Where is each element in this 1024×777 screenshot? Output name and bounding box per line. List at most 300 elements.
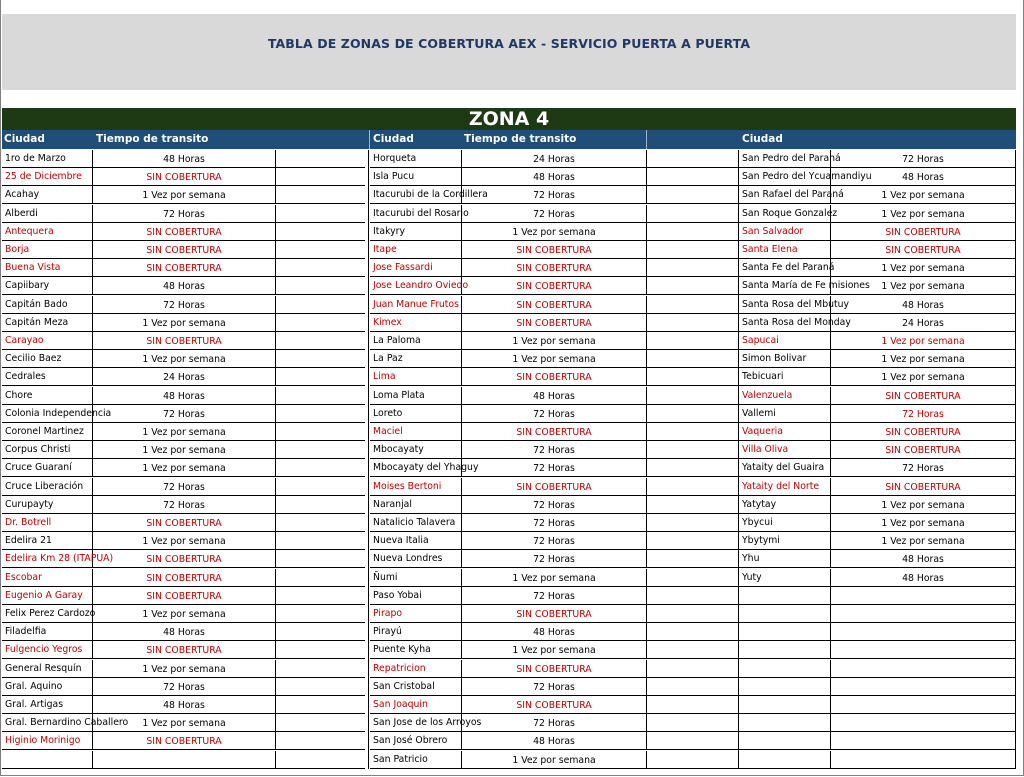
transit-time-cell[interactable]: SIN COBERTURA xyxy=(516,700,592,711)
empty-cell[interactable] xyxy=(646,277,738,295)
transit-time-cell[interactable]: 1 Vez por semana xyxy=(512,336,596,347)
empty-cell[interactable] xyxy=(646,441,738,459)
city-cell[interactable]: Villa Oliva xyxy=(739,441,831,459)
table-row xyxy=(370,641,738,659)
city-cell[interactable]: Santa Rosa del Monday xyxy=(739,314,831,332)
empty-cell[interactable] xyxy=(275,605,365,623)
transit-time-cell[interactable]: 72 Horas xyxy=(533,208,575,220)
transit-time-cell[interactable]: SIN COBERTURA xyxy=(516,609,592,620)
city-cell[interactable]: Mbocayaty xyxy=(370,441,462,459)
city-cell[interactable]: 25 de Diciembre xyxy=(2,168,93,186)
city-cell[interactable]: La Paloma xyxy=(370,332,462,350)
table-row xyxy=(739,423,1015,441)
city-cell[interactable]: Moises Bertoni xyxy=(370,478,462,496)
transit-time-cell[interactable]: 72 Horas xyxy=(533,408,575,420)
empty-cell[interactable] xyxy=(275,459,365,477)
city-cell[interactable]: Mbocayaty del Yhaguy xyxy=(370,459,462,477)
city-cell[interactable]: Edelira 21 xyxy=(2,532,93,550)
city-cell[interactable]: Edelira Km 28 (ITAPUA) xyxy=(2,550,93,568)
city-cell[interactable]: Loreto xyxy=(370,405,462,423)
empty-cell[interactable] xyxy=(275,296,365,314)
city-cell[interactable] xyxy=(739,696,831,714)
city-cell[interactable]: Lima xyxy=(370,368,462,386)
transit-time-cell[interactable]: SIN COBERTURA xyxy=(146,226,222,238)
transit-time-cell[interactable]: 72 Horas xyxy=(533,681,575,693)
empty-cell[interactable] xyxy=(646,205,738,223)
transit-time-cell[interactable]: SIN COBERTURA xyxy=(885,226,961,238)
city-cell[interactable]: Gral. Aquino xyxy=(2,678,93,696)
city-cell[interactable]: Yhu xyxy=(739,550,831,568)
city-cell[interactable]: Eugenio A Garay xyxy=(2,587,93,605)
city-cell[interactable]: Loma Plata xyxy=(370,387,462,405)
city-cell[interactable]: Santa Rosa del Mbutuy xyxy=(739,296,831,314)
empty-cell[interactable] xyxy=(646,368,738,386)
empty-cell[interactable] xyxy=(275,314,365,332)
city-cell[interactable] xyxy=(739,605,831,623)
empty-cell[interactable] xyxy=(646,350,738,368)
empty-cell[interactable] xyxy=(275,350,365,368)
city-cell[interactable]: Simon Bolivar xyxy=(739,350,831,368)
table-row xyxy=(739,168,1015,186)
table-row xyxy=(2,296,365,314)
transit-time-cell[interactable]: SIN COBERTURA xyxy=(146,172,222,184)
table-row xyxy=(2,751,365,769)
city-cell[interactable]: Dr. Botrell xyxy=(2,514,93,532)
table-row xyxy=(739,714,1015,732)
transit-time-cell[interactable] xyxy=(93,751,275,769)
empty-cell[interactable] xyxy=(646,186,738,204)
city-cell[interactable]: Cruce Liberación xyxy=(2,478,93,496)
table-row xyxy=(2,332,365,350)
city-cell[interactable]: Santa María de Fe misiones xyxy=(739,277,831,295)
city-cell[interactable]: San Jose de los Arroyos xyxy=(370,714,462,732)
city-cell[interactable]: San Patricio xyxy=(370,751,462,769)
city-cell[interactable]: Escobar xyxy=(2,569,93,587)
city-cell[interactable]: San Cristobal xyxy=(370,678,462,696)
city-cell[interactable]: Ybytymi xyxy=(739,532,831,550)
empty-cell[interactable] xyxy=(275,387,365,405)
transit-time-cell[interactable]: SIN COBERTURA xyxy=(146,518,222,529)
transit-time-cell[interactable] xyxy=(831,605,1015,623)
transit-time-cell[interactable]: SIN COBERTURA xyxy=(146,263,222,275)
city-cell[interactable]: Capitán Bado xyxy=(2,296,93,314)
empty-cell[interactable] xyxy=(646,732,738,750)
empty-cell[interactable] xyxy=(275,186,365,204)
empty-cell[interactable] xyxy=(646,223,738,241)
transit-time-cell[interactable]: 72 Horas xyxy=(163,299,205,311)
transit-time-cell[interactable]: 72 Horas xyxy=(533,499,575,511)
city-cell[interactable]: Pirapo xyxy=(370,605,462,623)
city-cell[interactable]: 1ro de Marzo xyxy=(2,150,93,168)
city-cell[interactable]: Jose Leandro Oviedo xyxy=(370,277,462,295)
transit-time-cell[interactable]: SIN COBERTURA xyxy=(516,263,592,275)
transit-time-cell[interactable]: 1 Vez por semana xyxy=(142,445,226,457)
transit-time-cell[interactable]: 72 Horas xyxy=(533,445,575,457)
city-cell[interactable]: San Salvador xyxy=(739,223,831,241)
city-cell[interactable] xyxy=(739,623,831,641)
empty-cell[interactable] xyxy=(646,314,738,332)
city-cell[interactable]: Valenzuela xyxy=(739,387,831,405)
transit-time-cell[interactable]: 72 Horas xyxy=(163,681,205,693)
header-transit-2[interactable]: Tiempo de transito xyxy=(464,133,577,145)
empty-cell[interactable] xyxy=(275,478,365,496)
transit-time-cell[interactable]: 72 Horas xyxy=(163,481,205,493)
city-cell[interactable]: Vaqueria xyxy=(739,423,831,441)
transit-time-cell[interactable]: 1 Vez por semana xyxy=(142,609,226,620)
city-cell[interactable]: Yataity del Norte xyxy=(739,478,831,496)
city-cell[interactable]: Curupayty xyxy=(2,496,93,514)
city-cell[interactable]: San Joaquin xyxy=(370,696,462,714)
empty-cell[interactable] xyxy=(646,514,738,532)
empty-cell[interactable] xyxy=(275,368,365,386)
transit-time-cell[interactable]: 1 Vez por semana xyxy=(881,499,965,511)
city-cell[interactable] xyxy=(739,732,831,750)
transit-time-cell[interactable]: SIN COBERTURA xyxy=(146,645,222,657)
table-row xyxy=(739,150,1015,168)
empty-cell[interactable] xyxy=(646,532,738,550)
transit-time-cell[interactable]: 1 Vez por semana xyxy=(881,336,965,347)
transit-time-cell[interactable]: 48 Horas xyxy=(163,390,205,402)
empty-cell[interactable] xyxy=(275,259,365,277)
city-cell[interactable]: Itakyry xyxy=(370,223,462,241)
city-cell[interactable]: Filadelfia xyxy=(2,623,93,641)
transit-time-cell[interactable]: 72 Horas xyxy=(533,536,575,548)
city-cell[interactable]: Santa Elena xyxy=(739,241,831,259)
city-cell[interactable]: Sapucai xyxy=(739,332,831,350)
city-cell[interactable]: Itacurubi de la Cordillera xyxy=(370,186,462,204)
transit-time-cell[interactable]: SIN COBERTURA xyxy=(146,245,222,256)
header-separator xyxy=(369,130,370,149)
table-row xyxy=(370,186,738,204)
transit-time-cell[interactable]: 48 Horas xyxy=(533,736,575,748)
city-cell[interactable] xyxy=(739,587,831,605)
city-cell[interactable]: Felix Perez Cardozo xyxy=(2,605,93,623)
city-cell[interactable]: Chore xyxy=(2,387,93,405)
empty-cell[interactable] xyxy=(275,423,365,441)
table-row xyxy=(370,569,738,587)
city-cell[interactable]: Acahay xyxy=(2,186,93,204)
transit-time-cell[interactable]: SIN COBERTURA xyxy=(146,336,222,347)
city-cell[interactable]: Cedrales xyxy=(2,368,93,386)
city-cell[interactable] xyxy=(739,751,831,769)
city-cell[interactable]: Higinio Morinigo xyxy=(2,732,93,750)
empty-cell[interactable] xyxy=(646,623,738,641)
empty-cell[interactable] xyxy=(646,678,738,696)
city-cell[interactable]: Maciel xyxy=(370,423,462,441)
transit-time-cell[interactable]: SIN COBERTURA xyxy=(516,663,592,675)
transit-time-cell[interactable]: 72 Horas xyxy=(533,718,575,730)
empty-cell[interactable] xyxy=(275,514,365,532)
transit-time-cell[interactable]: 1 Vez por semana xyxy=(881,281,965,293)
city-cell[interactable]: Cecilio Baez xyxy=(2,350,93,368)
transit-time-cell[interactable]: 48 Horas xyxy=(163,154,205,165)
city-cell[interactable]: Tebicuari xyxy=(739,368,831,386)
empty-cell[interactable] xyxy=(646,296,738,314)
header-transit-1[interactable]: Tiempo de transito xyxy=(96,133,209,145)
empty-cell[interactable] xyxy=(646,569,738,587)
empty-cell[interactable] xyxy=(275,732,365,750)
empty-cell[interactable] xyxy=(646,332,738,350)
city-cell[interactable]: San Roque Gonzalez xyxy=(739,205,831,223)
transit-time-cell[interactable]: 48 Horas xyxy=(533,627,575,639)
city-cell[interactable]: Paso Yobai xyxy=(370,587,462,605)
transit-time-cell[interactable]: 1 Vez por semana xyxy=(142,427,226,438)
city-cell[interactable]: Itacurubi del Rosario xyxy=(370,205,462,223)
city-cell[interactable]: Horqueta xyxy=(370,150,462,168)
city-cell[interactable]: Ybycui xyxy=(739,514,831,532)
transit-time-cell[interactable] xyxy=(831,678,1015,696)
table-row xyxy=(2,368,365,386)
table-row xyxy=(2,314,365,332)
header-city-1[interactable]: Ciudad xyxy=(4,133,45,145)
empty-cell[interactable] xyxy=(275,441,365,459)
transit-time-cell[interactable]: 48 Horas xyxy=(163,281,205,293)
transit-time-cell[interactable]: SIN COBERTURA xyxy=(885,390,961,402)
table-row xyxy=(370,587,738,605)
transit-time-cell[interactable] xyxy=(831,714,1015,732)
empty-cell[interactable] xyxy=(275,569,365,587)
city-cell[interactable]: San Pedro del Ycuamandiyu xyxy=(739,168,831,186)
table-row xyxy=(370,532,738,550)
transit-time-cell[interactable]: SIN COBERTURA xyxy=(885,445,961,457)
city-cell[interactable] xyxy=(739,641,831,659)
empty-cell[interactable] xyxy=(275,241,365,259)
empty-cell[interactable] xyxy=(275,587,365,605)
empty-cell[interactable] xyxy=(275,150,365,168)
transit-time-cell[interactable]: 1 Vez por semana xyxy=(512,354,596,366)
city-cell[interactable]: Nueva Londres xyxy=(370,550,462,568)
empty-cell[interactable] xyxy=(275,168,365,186)
transit-time-cell[interactable]: 48 Horas xyxy=(163,627,205,639)
transit-time-cell[interactable]: SIN COBERTURA xyxy=(146,554,222,566)
transit-time-cell[interactable]: 48 Horas xyxy=(533,172,575,184)
empty-cell[interactable] xyxy=(275,751,365,769)
table-row xyxy=(739,405,1015,423)
transit-time-cell[interactable]: 72 Horas xyxy=(533,518,575,529)
city-cell[interactable]: Nueva Italia xyxy=(370,532,462,550)
empty-cell[interactable] xyxy=(646,478,738,496)
city-cell[interactable] xyxy=(739,714,831,732)
empty-cell[interactable] xyxy=(646,587,738,605)
city-cell[interactable]: Fulgencio Yegros xyxy=(2,641,93,659)
transit-time-cell[interactable]: SIN COBERTURA xyxy=(146,590,222,602)
empty-cell[interactable] xyxy=(275,660,365,678)
transit-time-cell[interactable]: 48 Horas xyxy=(902,299,944,311)
header-city-2[interactable]: Ciudad xyxy=(373,133,414,145)
transit-time-cell[interactable]: 48 Horas xyxy=(163,700,205,711)
empty-cell[interactable] xyxy=(275,205,365,223)
city-cell[interactable] xyxy=(739,660,831,678)
city-cell[interactable]: Naranjal xyxy=(370,496,462,514)
empty-cell[interactable] xyxy=(275,641,365,659)
transit-time-cell[interactable]: SIN COBERTURA xyxy=(885,245,961,256)
city-cell[interactable]: Kimex xyxy=(370,314,462,332)
empty-cell[interactable] xyxy=(646,550,738,568)
transit-time-cell[interactable]: 1 Vez por semana xyxy=(512,226,596,238)
city-cell[interactable]: Puente Kyha xyxy=(370,641,462,659)
city-cell[interactable]: Carayao xyxy=(2,332,93,350)
transit-time-cell[interactable] xyxy=(831,660,1015,678)
transit-time-cell[interactable]: 1 Vez por semana xyxy=(881,518,965,529)
transit-time-cell[interactable]: SIN COBERTURA xyxy=(885,481,961,493)
empty-cell[interactable] xyxy=(646,259,738,277)
city-cell[interactable] xyxy=(739,678,831,696)
table-row xyxy=(2,550,365,568)
transit-time-cell[interactable]: SIN COBERTURA xyxy=(516,245,592,256)
city-cell[interactable]: Yuty xyxy=(739,569,831,587)
empty-cell[interactable] xyxy=(646,387,738,405)
transit-time-cell[interactable]: 72 Horas xyxy=(533,463,575,475)
transit-time-cell[interactable] xyxy=(831,751,1015,769)
city-cell[interactable] xyxy=(2,751,93,769)
transit-time-cell[interactable]: SIN COBERTURA xyxy=(516,481,592,493)
table-row xyxy=(370,314,738,332)
empty-cell[interactable] xyxy=(275,714,365,732)
city-cell[interactable]: Capiibary xyxy=(2,277,93,295)
city-cell[interactable]: Gral. Bernardino Caballero xyxy=(2,714,93,732)
empty-cell[interactable] xyxy=(646,459,738,477)
transit-time-cell[interactable]: 48 Horas xyxy=(902,554,944,566)
empty-cell[interactable] xyxy=(275,277,365,295)
empty-cell[interactable] xyxy=(646,405,738,423)
transit-time-cell[interactable]: 1 Vez por semana xyxy=(881,190,965,202)
city-cell[interactable]: Jose Fassardi xyxy=(370,259,462,277)
transit-time-cell[interactable]: 1 Vez por semana xyxy=(881,354,965,366)
empty-cell[interactable] xyxy=(646,496,738,514)
city-cell[interactable]: Borja xyxy=(2,241,93,259)
city-cell[interactable]: Antequera xyxy=(2,223,93,241)
transit-time-cell[interactable]: 72 Horas xyxy=(533,590,575,602)
table-header-row xyxy=(2,130,1016,149)
transit-time-cell[interactable]: 24 Horas xyxy=(902,317,944,329)
empty-cell[interactable] xyxy=(646,241,738,259)
city-cell[interactable]: General Resquín xyxy=(2,660,93,678)
transit-time-cell[interactable]: 72 Horas xyxy=(163,408,205,420)
empty-cell[interactable] xyxy=(646,150,738,168)
transit-time-cell[interactable]: 1 Vez por semana xyxy=(881,208,965,220)
transit-time-cell[interactable]: 1 Vez por semana xyxy=(512,645,596,657)
city-cell[interactable]: San Pedro del Paraná xyxy=(739,150,831,168)
city-cell[interactable]: Capitán Meza xyxy=(2,314,93,332)
transit-time-cell[interactable]: 1 Vez por semana xyxy=(142,718,226,730)
city-cell[interactable]: Itape xyxy=(370,241,462,259)
transit-time-cell[interactable]: 1 Vez por semana xyxy=(881,263,965,275)
transit-time-cell[interactable] xyxy=(831,732,1015,750)
transit-time-cell[interactable]: 1 Vez por semana xyxy=(142,317,226,329)
empty-cell[interactable] xyxy=(275,678,365,696)
table-row xyxy=(370,514,738,532)
transit-time-cell[interactable]: 1 Vez por semana xyxy=(881,536,965,548)
city-cell[interactable]: Vallemi xyxy=(739,405,831,423)
city-cell[interactable]: Colonia Independencia xyxy=(2,405,93,423)
transit-time-cell[interactable]: SIN COBERTURA xyxy=(885,427,961,438)
transit-time-cell[interactable]: SIN COBERTURA xyxy=(516,317,592,329)
city-cell[interactable]: San Rafael del Paraná xyxy=(739,186,831,204)
city-cell[interactable]: Yataity del Guaira xyxy=(739,459,831,477)
transit-time-cell[interactable] xyxy=(831,696,1015,714)
transit-time-cell[interactable] xyxy=(831,623,1015,641)
transit-time-cell[interactable]: 48 Horas xyxy=(902,572,944,584)
empty-cell[interactable] xyxy=(275,496,365,514)
city-cell[interactable]: Santa Fe del Paraná xyxy=(739,259,831,277)
city-cell[interactable]: Repatricion xyxy=(370,660,462,678)
city-cell[interactable]: Pirayú xyxy=(370,623,462,641)
empty-cell[interactable] xyxy=(646,168,738,186)
city-cell[interactable]: Cruce Guaraní xyxy=(2,459,93,477)
empty-cell[interactable] xyxy=(275,532,365,550)
transit-time-cell[interactable] xyxy=(831,641,1015,659)
transit-time-cell[interactable]: 72 Horas xyxy=(902,463,944,475)
transit-time-cell[interactable]: 72 Horas xyxy=(533,190,575,202)
empty-cell[interactable] xyxy=(275,550,365,568)
city-cell[interactable]: La Paz xyxy=(370,350,462,368)
transit-time-cell[interactable]: 1 Vez por semana xyxy=(142,463,226,475)
transit-time-cell[interactable] xyxy=(831,587,1015,605)
city-cell[interactable]: San José Obrero xyxy=(370,732,462,750)
city-cell[interactable]: Corpus Christi xyxy=(2,441,93,459)
city-cell[interactable]: Isla Pucu xyxy=(370,168,462,186)
empty-cell[interactable] xyxy=(646,605,738,623)
header-city-3[interactable]: Ciudad xyxy=(742,133,783,145)
transit-time-cell[interactable]: 1 Vez por semana xyxy=(142,190,226,202)
transit-time-cell[interactable]: 24 Horas xyxy=(533,154,575,165)
empty-cell[interactable] xyxy=(646,660,738,678)
empty-cell[interactable] xyxy=(646,641,738,659)
city-cell[interactable]: Alberdi xyxy=(2,205,93,223)
transit-time-cell[interactable]: 72 Horas xyxy=(533,554,575,566)
city-cell[interactable]: Natalicio Talavera xyxy=(370,514,462,532)
transit-time-cell[interactable]: 72 Horas xyxy=(163,208,205,220)
transit-time-cell[interactable]: 1 Vez por semana xyxy=(512,572,596,584)
city-cell[interactable]: Yatytay xyxy=(739,496,831,514)
transit-time-cell[interactable]: SIN COBERTURA xyxy=(516,281,592,293)
table-row xyxy=(370,496,738,514)
empty-cell[interactable] xyxy=(646,696,738,714)
empty-cell[interactable] xyxy=(646,714,738,732)
transit-time-cell[interactable]: 1 Vez por semana xyxy=(881,372,965,384)
empty-cell[interactable] xyxy=(275,223,365,241)
city-cell[interactable]: Coronel Martinez xyxy=(2,423,93,441)
city-cell[interactable]: Buena Vista xyxy=(2,259,93,277)
city-cell[interactable]: Gral. Artigas xyxy=(2,696,93,714)
table-row xyxy=(2,277,365,295)
empty-cell[interactable] xyxy=(275,332,365,350)
empty-cell[interactable] xyxy=(275,405,365,423)
city-cell[interactable]: Ñumi xyxy=(370,569,462,587)
transit-time-cell[interactable]: 1 Vez por semana xyxy=(142,536,226,548)
empty-cell[interactable] xyxy=(646,751,738,769)
transit-time-cell[interactable]: 1 Vez por semana xyxy=(142,663,226,675)
transit-time-cell[interactable]: 24 Horas xyxy=(163,372,205,384)
transit-time-cell[interactable]: 48 Horas xyxy=(533,390,575,402)
transit-time-cell[interactable]: 72 Horas xyxy=(902,408,944,420)
transit-time-cell[interactable]: 48 Horas xyxy=(902,172,944,184)
transit-time-cell[interactable]: SIN COBERTURA xyxy=(516,299,592,311)
table-row xyxy=(739,205,1015,223)
transit-time-cell[interactable]: 72 Horas xyxy=(163,499,205,511)
empty-cell[interactable] xyxy=(646,423,738,441)
transit-time-cell[interactable]: SIN COBERTURA xyxy=(146,572,222,584)
transit-time-cell[interactable]: SIN COBERTURA xyxy=(516,427,592,438)
city-cell[interactable]: Juan Manue Frutos xyxy=(370,296,462,314)
transit-time-cell[interactable]: 1 Vez por semana xyxy=(142,354,226,366)
transit-time-cell[interactable]: SIN COBERTURA xyxy=(146,736,222,748)
transit-time-cell[interactable]: 72 Horas xyxy=(902,154,944,165)
transit-time-cell[interactable]: 1 Vez por semana xyxy=(512,754,596,766)
transit-time-cell[interactable]: SIN COBERTURA xyxy=(516,372,592,384)
empty-cell[interactable] xyxy=(275,623,365,641)
empty-cell[interactable] xyxy=(275,696,365,714)
